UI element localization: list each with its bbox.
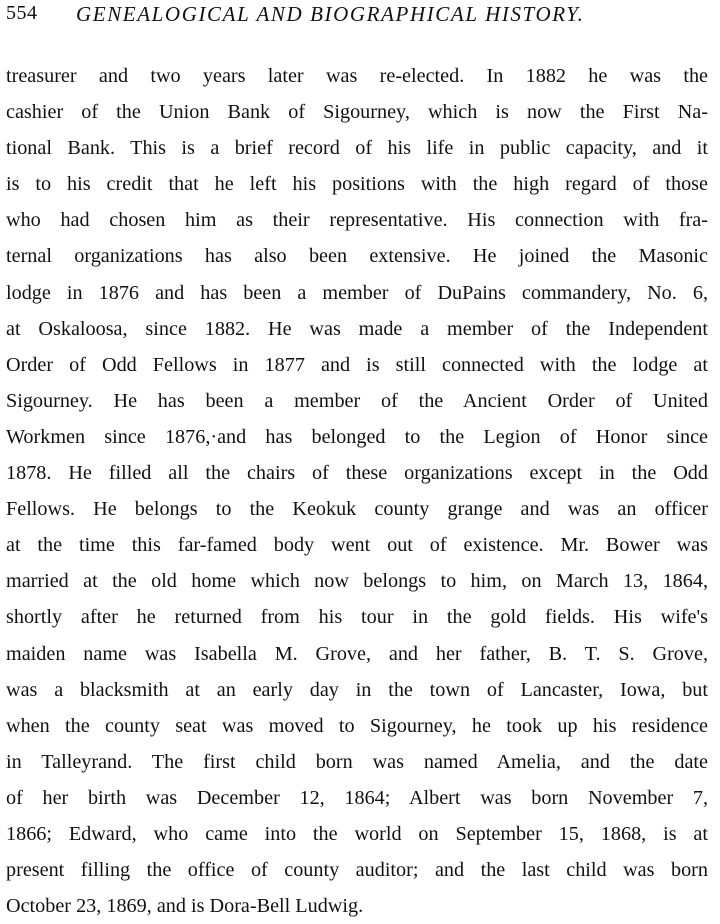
text-line: lodge in 1876 and has been a member of DuPains commandery, No. 6, — [6, 281, 708, 304]
text-line: maiden name was Isabella M. Grove, and her father, B. T. S. Grove, — [6, 642, 708, 665]
text-line: ternal organizations has also been extensive. He joined the Masonic — [6, 245, 708, 268]
text-line: 1878. He filled all the chairs of these organizations except in the Odd — [6, 462, 708, 485]
text-line: October 23, 1869, and is Dora-Bell Ludwig. — [6, 895, 364, 918]
text-line: when the county seat was moved to Sigourney, he took up his residence — [6, 714, 708, 737]
text-line: at Oskaloosa, since 1882. He was made a member of the Independent — [6, 317, 708, 340]
text-line: who had chosen him as their representative. His connection with fra- — [6, 209, 708, 232]
running-title: GENEALOGICAL AND BIOGRAPHICAL HISTORY. — [76, 2, 585, 26]
text-line: Workmen since 1876,·and has belonged to the Legion of Honor since — [6, 425, 708, 448]
text-line: tional Bank. This is a brief record of his life in public capacity, and it — [6, 137, 708, 160]
text-line: at the time this far-famed body went out of existence. Mr. Bower was — [6, 534, 708, 557]
text-line: of her birth was December 12, 1864; Albert was born November 7, — [6, 786, 708, 809]
text-line: was a blacksmith at an early day in the town of Lancaster, Iowa, but — [6, 678, 708, 701]
text-line: Fellows. He belongs to the Keokuk county grange and was an officer — [6, 498, 708, 521]
text-line: married at the old home which now belongs to him, on March 13, 1864, — [6, 570, 708, 593]
text-line: treasurer and two years later was re-elected. In 1882 he was the — [6, 65, 708, 87]
body-paragraph — [6, 58, 708, 924]
text-line: shortly after he returned from his tour in the gold fields. His wife's — [6, 606, 708, 629]
text-line: present filling the office of county auditor; and the last child was born — [6, 859, 708, 882]
text-line: Sigourney. He has been a member of the Ancient Order of United — [6, 389, 708, 412]
page-header — [6, 2, 706, 32]
page-number: 554 — [6, 2, 38, 24]
text-line: is to his credit that he left his positions with the high regard of those — [6, 173, 708, 196]
text-line: 1866; Edward, who came into the world on September 15, 1868, is at — [6, 822, 708, 845]
text-line: Order of Odd Fellows in 1877 and is still connected with the lodge at — [6, 353, 708, 376]
text-line: in Talleyrand. The first child born was named Amelia, and the date — [6, 750, 708, 773]
text-line: cashier of the Union Bank of Sigourney, which is now the First Na- — [6, 101, 708, 124]
